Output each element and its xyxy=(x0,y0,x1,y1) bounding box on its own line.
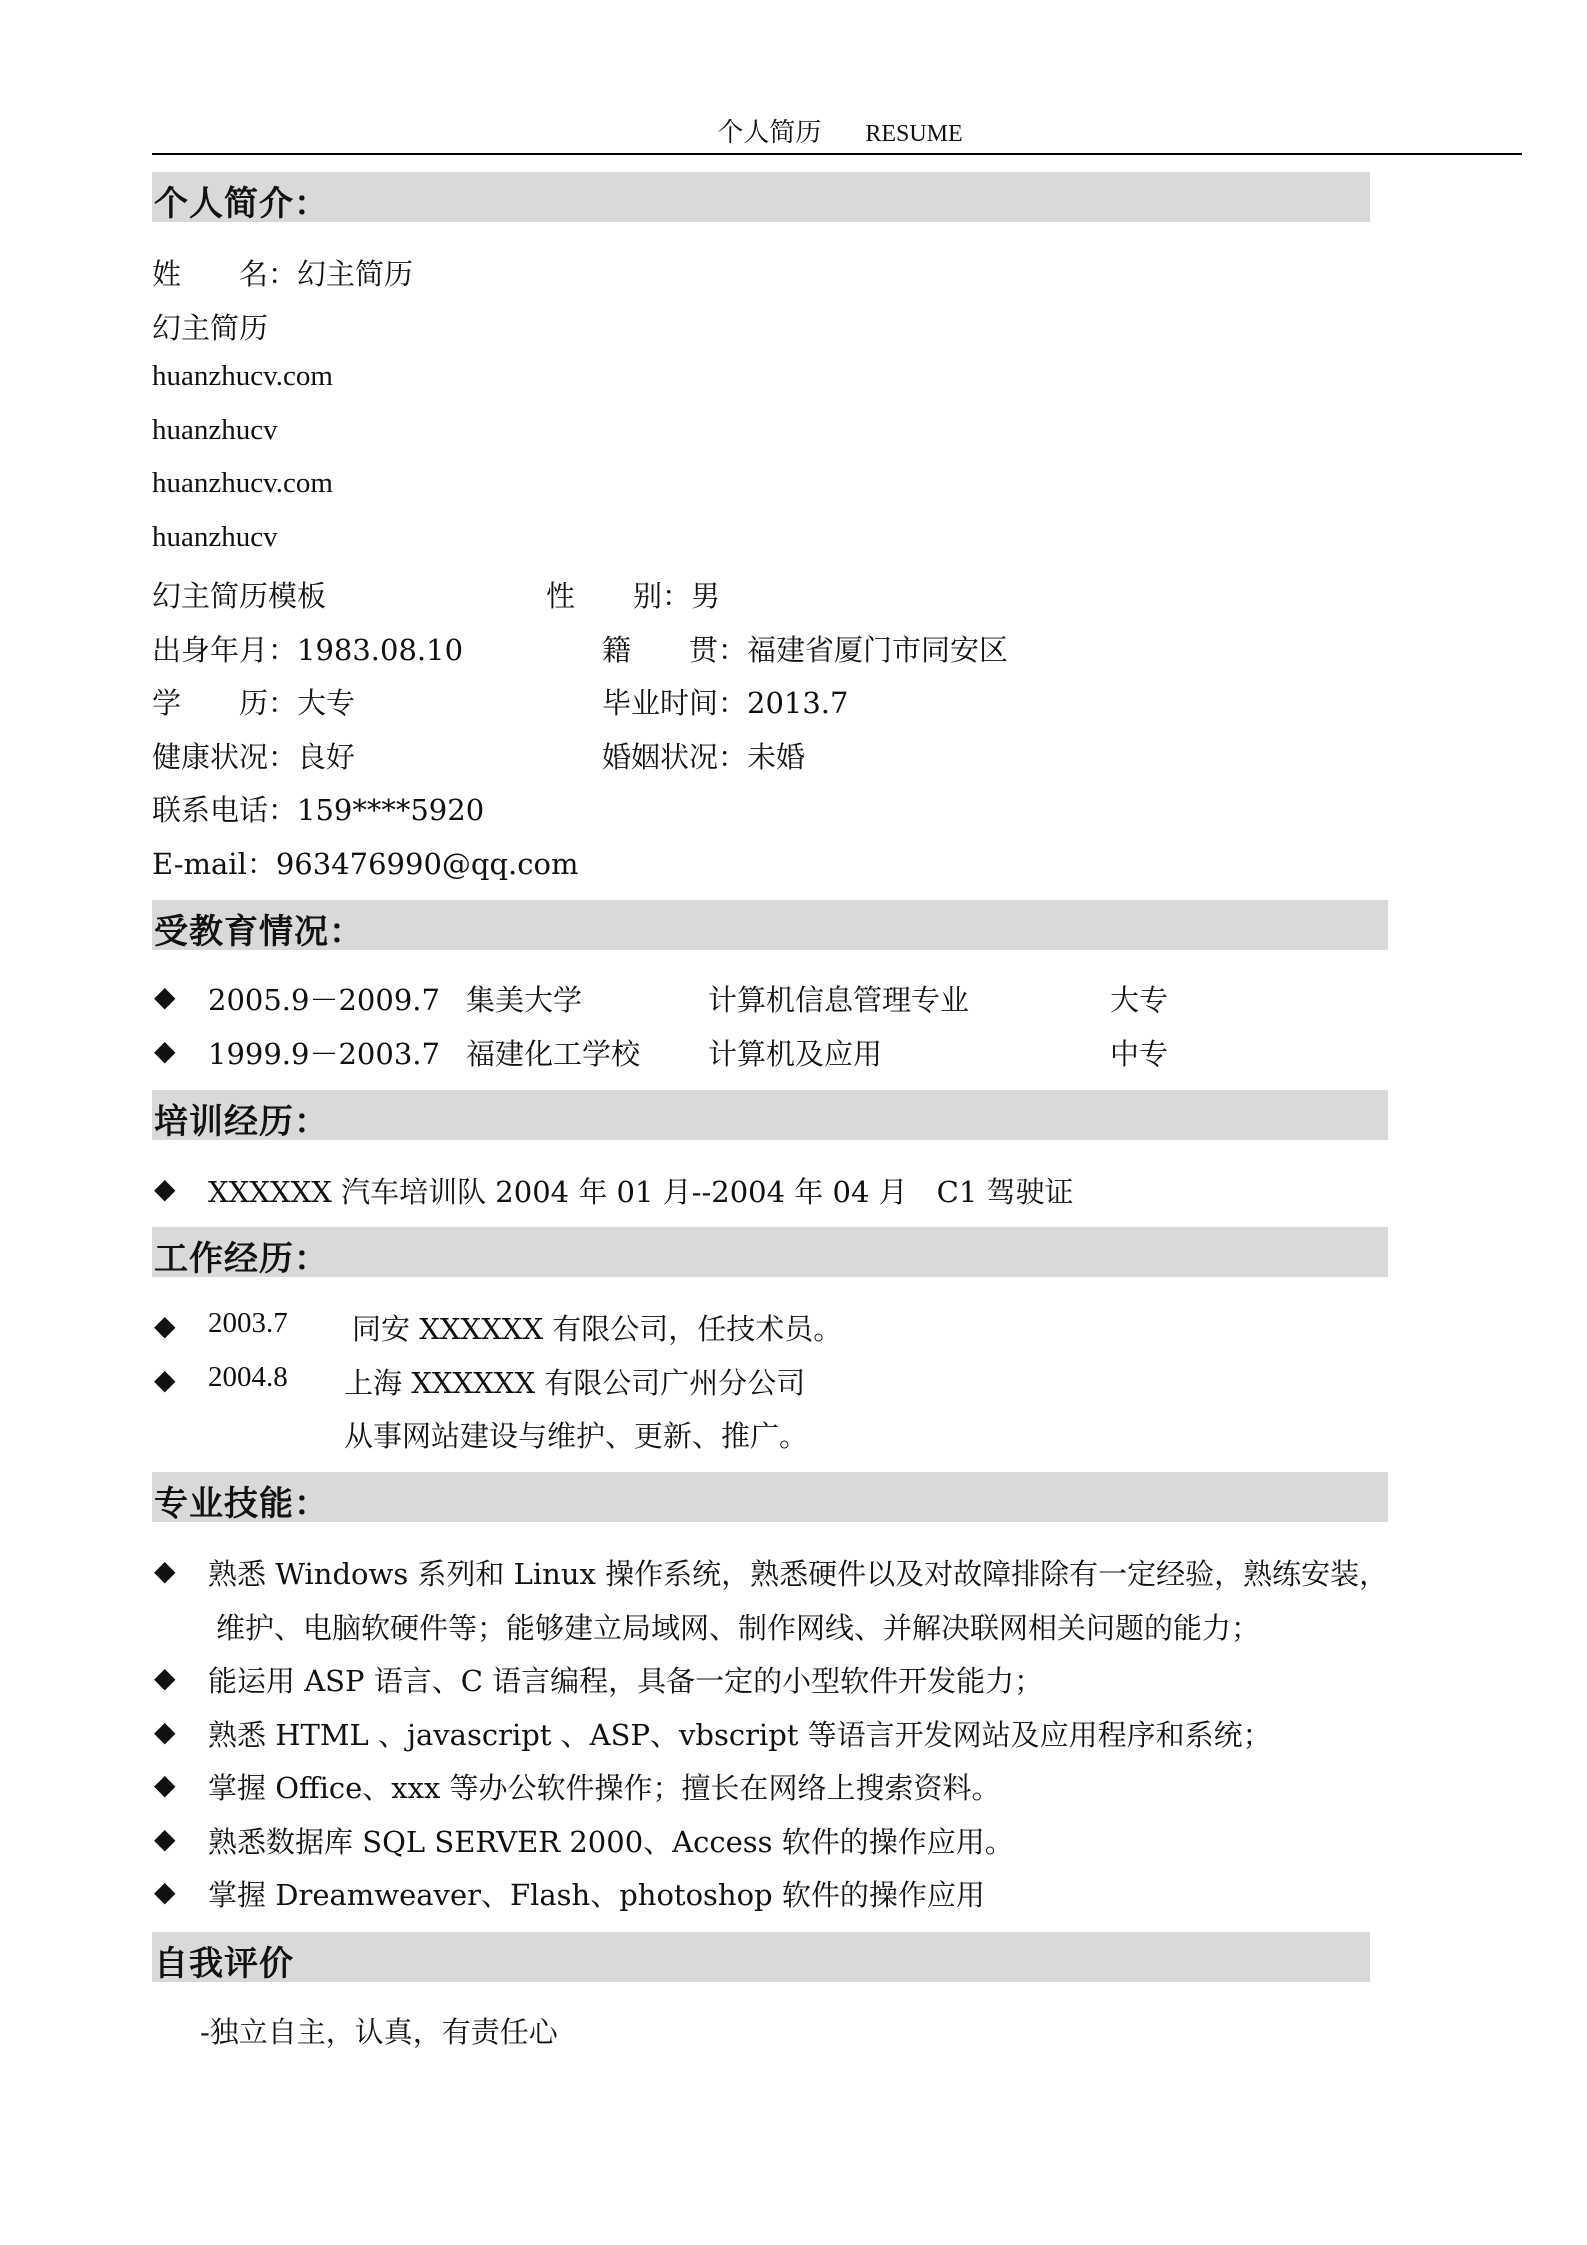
bullet-icon: ◆ xyxy=(154,1875,176,1908)
intro-email: E-mail：963476990@qq.com xyxy=(152,847,579,881)
intro-phone: 联系电话：159****5920 xyxy=(152,793,485,827)
bullet-icon: ◆ xyxy=(154,1363,176,1396)
bullet-icon: ◆ xyxy=(154,1554,176,1587)
skill-item: 掌握 Office、xxx 等办公软件操作；擅长在网络上搜索资料。 xyxy=(208,1771,1001,1805)
section-skills-title: 专业技能： xyxy=(154,1484,329,1524)
intro-birth: 出身年月：1983.08.10 xyxy=(152,633,464,667)
training-item: XXXXXX 汽车培训队 2004 年 01 月--2004 年 04 月 C1 驾驶证 xyxy=(208,1175,1074,1209)
page-header xyxy=(0,112,1587,149)
skill-item: 掌握 Dreamweaver、Flash、photoshop 软件的操作应用 xyxy=(208,1878,985,1912)
bullet-icon: ◆ xyxy=(154,1768,176,1801)
bullet-icon: ◆ xyxy=(154,1822,176,1855)
section-work xyxy=(152,1227,1388,1277)
intro-line-5: huanzhucv.com xyxy=(152,467,333,499)
intro-line-4: huanzhucv xyxy=(152,414,278,446)
intro-graduation: 毕业时间：2013.7 xyxy=(602,686,849,720)
intro-gender: 性 别：男 xyxy=(546,579,721,613)
skill-item: 熟悉 Windows 系列和 Linux 操作系统，熟悉硬件以及对故障排除有一定经验，熟练安装， xyxy=(208,1557,1389,1591)
edu-period: 2005.9－2009.7 xyxy=(208,983,440,1017)
edu-major: 计算机信息管理专业 xyxy=(708,983,970,1017)
header-title-en: RESUME xyxy=(865,121,963,147)
intro-line-6: huanzhucv xyxy=(152,521,278,553)
intro-name: 姓 名：幻主简历 xyxy=(152,257,414,291)
work-desc-continued: 从事网站建设与维护、更新、推广。 xyxy=(344,1419,809,1453)
skill-item: 熟悉 HTML 、javascript 、ASP、vbscript 等语言开发网站及应用程序和系统； xyxy=(208,1718,1272,1752)
edu-school: 集美大学 xyxy=(466,983,583,1017)
section-training-title: 培训经历： xyxy=(154,1102,329,1142)
section-education-title: 受教育情况： xyxy=(154,912,364,952)
intro-education-level: 学 历：大专 xyxy=(152,686,356,720)
edu-degree: 大专 xyxy=(1110,983,1169,1017)
section-training xyxy=(152,1090,1388,1140)
section-work-title: 工作经历： xyxy=(154,1239,329,1279)
edu-major: 计算机及应用 xyxy=(708,1037,883,1071)
work-desc: 上海 XXXXXX 有限公司广州分公司 xyxy=(344,1366,806,1400)
skill-item: 能运用 ASP 语言、C 语言编程，具备一定的小型软件开发能力； xyxy=(208,1664,1044,1698)
section-intro-title: 个人简介： xyxy=(154,184,329,224)
bullet-icon: ◆ xyxy=(154,1172,176,1205)
edu-period: 1999.9－2003.7 xyxy=(208,1037,440,1071)
section-intro xyxy=(152,172,1370,222)
header-title-cn: 个人简历 xyxy=(717,118,822,148)
section-self-eval-title: 自我评价 xyxy=(154,1944,294,1984)
bullet-icon: ◆ xyxy=(154,1309,176,1342)
self-eval-text: -独立自主，认真，有责任心 xyxy=(200,2015,558,2049)
intro-template: 幻主简历模板 xyxy=(152,579,327,613)
work-desc: 同安 XXXXXX 有限公司，任技术员。 xyxy=(352,1312,843,1346)
bullet-icon: ◆ xyxy=(154,1034,176,1067)
bullet-icon: ◆ xyxy=(154,980,176,1013)
intro-line-2: 幻主简历 xyxy=(152,311,269,345)
work-date: 2003.7 xyxy=(208,1307,288,1339)
intro-line-3: huanzhucv.com xyxy=(152,360,333,392)
work-date: 2004.8 xyxy=(208,1361,288,1393)
section-skills xyxy=(152,1472,1388,1522)
section-education xyxy=(152,900,1388,950)
skill-item: 熟悉数据库 SQL SERVER 2000、Access 软件的操作应用。 xyxy=(208,1825,1014,1859)
bullet-icon: ◆ xyxy=(154,1661,176,1694)
header-rule xyxy=(152,153,1522,155)
bullet-icon: ◆ xyxy=(154,1715,176,1748)
edu-school: 福建化工学校 xyxy=(466,1037,641,1071)
intro-marital: 婚姻状况：未婚 xyxy=(602,740,806,774)
intro-hometown: 籍 贯：福建省厦门市同安区 xyxy=(602,633,1009,667)
skill-item-continued: 维护、电脑软硬件等；能够建立局域网、制作网线、并解决联网相关问题的能力； xyxy=(216,1611,1261,1645)
intro-health: 健康状况：良好 xyxy=(152,740,356,774)
section-self-eval xyxy=(152,1932,1370,1982)
edu-degree: 中专 xyxy=(1110,1037,1169,1071)
